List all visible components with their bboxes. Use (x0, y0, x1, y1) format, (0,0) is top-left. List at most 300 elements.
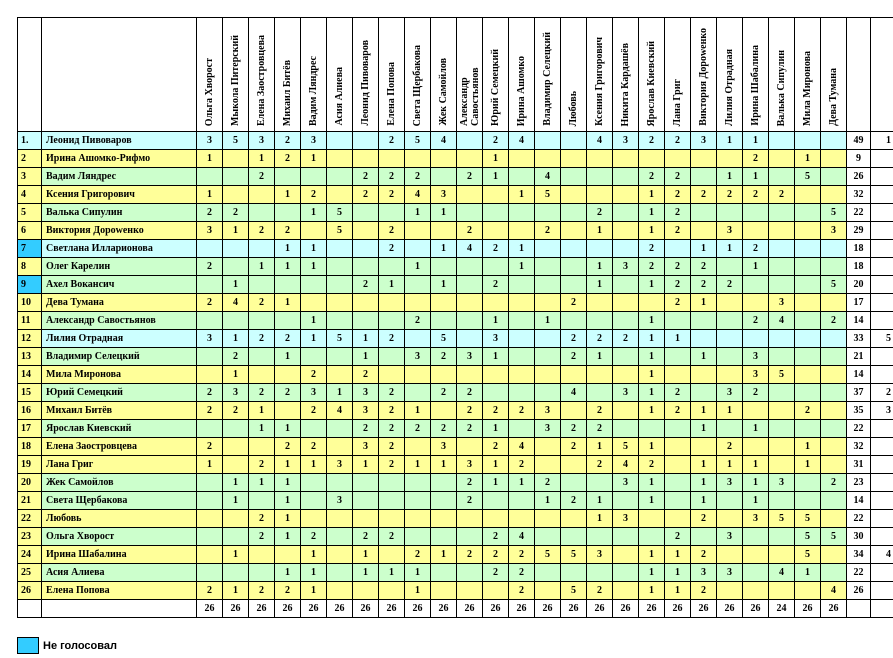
score-cell: 1 (639, 492, 665, 510)
score-cell: 4 (431, 132, 457, 150)
score-cell (561, 528, 587, 546)
score-cell (483, 510, 509, 528)
score-cell: 2 (301, 528, 327, 546)
score-cell: 2 (249, 222, 275, 240)
score-cell: 2 (379, 438, 405, 456)
row-place (871, 492, 893, 510)
score-cell (613, 312, 639, 330)
score-cell: 1 (275, 186, 301, 204)
score-cell: 2 (379, 240, 405, 258)
score-cell: 1 (483, 168, 509, 186)
column-header (301, 18, 327, 132)
table-row (18, 528, 893, 546)
score-cell: 5 (821, 528, 847, 546)
column-header (327, 18, 353, 132)
score-cell (483, 222, 509, 240)
score-cell (613, 168, 639, 186)
score-cell: 3 (223, 384, 249, 402)
column-header-label: Любовь (568, 90, 579, 126)
column-total: 26 (223, 600, 249, 618)
column-total: 26 (665, 600, 691, 618)
column-header-label: Владимир Селецкий (542, 32, 553, 126)
score-cell (275, 276, 301, 294)
score-cell: 2 (665, 294, 691, 312)
score-cell (613, 366, 639, 384)
row-participant-name: Юрий Семецкий (42, 384, 197, 402)
row-number: 21 (18, 492, 42, 510)
score-cell: 2 (405, 168, 431, 186)
score-cell (821, 546, 847, 564)
score-cell (821, 294, 847, 312)
score-cell (457, 258, 483, 276)
score-cell: 1 (249, 420, 275, 438)
score-cell: 2 (249, 582, 275, 600)
score-cell (509, 384, 535, 402)
score-cell (327, 294, 353, 312)
score-cell (249, 276, 275, 294)
column-header-label: Юрий Семецкий (490, 49, 501, 126)
score-cell: 1 (743, 420, 769, 438)
row-number: 22 (18, 510, 42, 528)
score-cell (613, 528, 639, 546)
score-cell: 1 (691, 402, 717, 420)
score-cell: 1 (249, 150, 275, 168)
column-header (249, 18, 275, 132)
score-cell (665, 420, 691, 438)
row-number: 11 (18, 312, 42, 330)
score-cell: 1 (691, 492, 717, 510)
column-header-label: Мила Миронова (802, 51, 813, 126)
score-cell (769, 204, 795, 222)
row-participant-name: Мила Миронова (42, 366, 197, 384)
score-cell: 1 (431, 204, 457, 222)
row-total: 17 (847, 294, 871, 312)
row-number: 5 (18, 204, 42, 222)
score-cell: 2 (561, 294, 587, 312)
row-place (871, 474, 893, 492)
score-cell (353, 510, 379, 528)
column-total: 26 (691, 600, 717, 618)
score-cell: 1 (223, 546, 249, 564)
score-cell: 1 (301, 240, 327, 258)
row-place: 2 (871, 384, 893, 402)
score-cell (197, 366, 223, 384)
score-cell (795, 420, 821, 438)
score-cell (795, 474, 821, 492)
score-cell (275, 402, 301, 420)
score-cell: 1 (301, 258, 327, 276)
column-total: 26 (379, 600, 405, 618)
column-header (483, 18, 509, 132)
score-cell: 2 (587, 582, 613, 600)
score-cell (795, 276, 821, 294)
score-cell: 2 (691, 276, 717, 294)
score-cell: 3 (717, 474, 743, 492)
score-cell (457, 132, 483, 150)
score-cell: 5 (795, 168, 821, 186)
score-cell (639, 420, 665, 438)
column-total: 26 (743, 600, 769, 618)
score-cell: 3 (613, 474, 639, 492)
score-cell: 1 (275, 510, 301, 528)
score-cell: 2 (483, 546, 509, 564)
score-cell (587, 528, 613, 546)
score-cell (405, 150, 431, 168)
score-cell: 2 (821, 474, 847, 492)
score-cell (379, 582, 405, 600)
column-total: 26 (795, 600, 821, 618)
score-cell (587, 186, 613, 204)
score-cell: 2 (587, 204, 613, 222)
score-cell: 1 (743, 258, 769, 276)
score-cell (821, 366, 847, 384)
score-cell: 1 (743, 132, 769, 150)
score-cell (327, 132, 353, 150)
score-cell (665, 150, 691, 168)
score-cell: 5 (769, 510, 795, 528)
column-total: 26 (613, 600, 639, 618)
score-cell: 1 (795, 438, 821, 456)
score-cell (717, 582, 743, 600)
score-cell (561, 456, 587, 474)
score-cell: 1 (639, 438, 665, 456)
score-cell (223, 438, 249, 456)
score-cell: 2 (197, 438, 223, 456)
score-cell: 1 (301, 546, 327, 564)
score-cell (509, 348, 535, 366)
score-cell (249, 204, 275, 222)
score-cell: 2 (639, 258, 665, 276)
row-place (871, 564, 893, 582)
score-cell: 2 (691, 510, 717, 528)
score-cell (405, 474, 431, 492)
score-cell: 1 (717, 132, 743, 150)
score-cell: 1 (223, 492, 249, 510)
score-cell (561, 402, 587, 420)
score-cell (249, 348, 275, 366)
row-total: 37 (847, 384, 871, 402)
score-cell (197, 564, 223, 582)
column-header (197, 18, 223, 132)
row-participant-name: Олег Карелин (42, 258, 197, 276)
score-cell (665, 348, 691, 366)
table-row (18, 348, 893, 366)
column-header (379, 18, 405, 132)
column-total: 26 (639, 600, 665, 618)
score-cell: 1 (795, 150, 821, 168)
score-cell: 4 (223, 294, 249, 312)
score-cell (639, 294, 665, 312)
score-cell (405, 330, 431, 348)
column-total: 26 (509, 600, 535, 618)
row-participant-name: Дева Тумана (42, 294, 197, 312)
row-number: 9 (18, 276, 42, 294)
score-cell (223, 240, 249, 258)
table-row (18, 330, 893, 348)
score-cell (535, 276, 561, 294)
score-cell (327, 240, 353, 258)
score-cell (431, 402, 457, 420)
score-cell (691, 438, 717, 456)
score-cell (431, 150, 457, 168)
score-cell: 1 (249, 258, 275, 276)
score-cell: 2 (431, 348, 457, 366)
score-cell: 3 (353, 384, 379, 402)
score-cell (483, 366, 509, 384)
score-cell: 2 (197, 204, 223, 222)
score-cell (769, 348, 795, 366)
score-cell (613, 492, 639, 510)
score-cell: 3 (613, 132, 639, 150)
row-participant-name: Светлана Илларионова (42, 240, 197, 258)
score-cell (327, 312, 353, 330)
score-cell: 2 (509, 564, 535, 582)
header-name-blank (42, 18, 197, 132)
row-number: 6 (18, 222, 42, 240)
score-cell: 2 (535, 474, 561, 492)
score-cell (483, 258, 509, 276)
score-cell: 1 (665, 582, 691, 600)
score-cell (301, 294, 327, 312)
score-cell: 2 (249, 168, 275, 186)
score-cell (691, 222, 717, 240)
score-cell: 2 (457, 168, 483, 186)
score-cell (769, 420, 795, 438)
score-cell: 3 (327, 456, 353, 474)
score-cell: 1 (483, 312, 509, 330)
score-cell: 5 (821, 204, 847, 222)
column-header-label: Ксения Григорович (594, 37, 605, 126)
row-total: 21 (847, 348, 871, 366)
row-total: 32 (847, 438, 871, 456)
score-cell: 2 (717, 186, 743, 204)
score-cell (743, 222, 769, 240)
legend-swatch-not-voted (17, 637, 39, 654)
score-cell: 4 (457, 240, 483, 258)
column-header (275, 18, 301, 132)
score-cell: 5 (327, 330, 353, 348)
column-header (795, 18, 821, 132)
score-cell: 1 (639, 546, 665, 564)
score-cell (327, 366, 353, 384)
score-cell (769, 132, 795, 150)
score-cell (821, 348, 847, 366)
table-row (18, 474, 893, 492)
score-cell: 2 (483, 564, 509, 582)
score-cell (587, 150, 613, 168)
score-cell (457, 330, 483, 348)
score-cell (197, 240, 223, 258)
score-cell: 2 (457, 222, 483, 240)
score-cell (665, 510, 691, 528)
score-cell: 1 (639, 276, 665, 294)
score-cell (249, 240, 275, 258)
score-cell: 1 (405, 456, 431, 474)
score-cell: 2 (639, 168, 665, 186)
score-cell (561, 474, 587, 492)
score-cell (301, 168, 327, 186)
score-cell: 2 (249, 528, 275, 546)
table-row (18, 240, 893, 258)
score-cell: 1 (431, 276, 457, 294)
score-cell (275, 546, 301, 564)
column-totals-row (18, 600, 893, 618)
row-participant-name: Ирина Ашомко-Рифмо (42, 150, 197, 168)
score-cell: 1 (639, 330, 665, 348)
column-total: 26 (405, 600, 431, 618)
score-cell: 5 (613, 438, 639, 456)
score-cell: 1 (301, 150, 327, 168)
score-cell: 1 (275, 456, 301, 474)
row-total: 30 (847, 528, 871, 546)
score-cell: 5 (795, 510, 821, 528)
score-cell (197, 312, 223, 330)
score-cell: 2 (353, 276, 379, 294)
score-cell (223, 456, 249, 474)
score-cell: 1 (665, 330, 691, 348)
score-cell: 1 (379, 276, 405, 294)
score-cell (197, 168, 223, 186)
score-cell: 2 (743, 384, 769, 402)
score-cell (743, 528, 769, 546)
score-cell: 5 (795, 546, 821, 564)
score-cell: 2 (379, 168, 405, 186)
score-cell: 2 (743, 312, 769, 330)
score-cell: 4 (509, 438, 535, 456)
score-cell (353, 132, 379, 150)
row-number: 20 (18, 474, 42, 492)
score-cell (249, 366, 275, 384)
score-cell (353, 312, 379, 330)
score-cell (587, 474, 613, 492)
row-participant-name: Любовь (42, 510, 197, 528)
score-cell: 1 (639, 348, 665, 366)
score-cell (561, 240, 587, 258)
score-cell: 2 (353, 186, 379, 204)
score-cell (197, 276, 223, 294)
score-cell (197, 492, 223, 510)
score-cell: 2 (379, 456, 405, 474)
score-cell: 1 (639, 564, 665, 582)
score-cell: 3 (717, 564, 743, 582)
row-total: 22 (847, 420, 871, 438)
row-number: 19 (18, 456, 42, 474)
score-cell: 1 (743, 456, 769, 474)
score-cell: 2 (561, 420, 587, 438)
score-cell (613, 150, 639, 168)
score-cell: 2 (561, 348, 587, 366)
score-cell (535, 582, 561, 600)
score-cell: 2 (509, 546, 535, 564)
score-cell (587, 294, 613, 312)
score-cell (431, 528, 457, 546)
score-cell: 1 (483, 150, 509, 168)
score-cell (197, 528, 223, 546)
score-cell: 2 (249, 384, 275, 402)
score-cell: 2 (249, 510, 275, 528)
score-cell: 3 (613, 258, 639, 276)
row-place (871, 240, 893, 258)
row-total: 18 (847, 240, 871, 258)
score-cell (795, 222, 821, 240)
score-cell (327, 348, 353, 366)
score-cell: 2 (509, 402, 535, 420)
score-cell: 2 (197, 582, 223, 600)
score-cell: 1 (353, 564, 379, 582)
score-cell: 3 (769, 474, 795, 492)
score-cell (691, 312, 717, 330)
column-header-label: Лана Григ (672, 78, 683, 126)
score-cell: 1 (509, 258, 535, 276)
score-cell: 2 (639, 240, 665, 258)
score-cell: 3 (743, 510, 769, 528)
score-cell (639, 528, 665, 546)
score-cell: 2 (483, 528, 509, 546)
score-cell: 4 (587, 132, 613, 150)
score-cell (821, 420, 847, 438)
row-total: 20 (847, 276, 871, 294)
score-cell (665, 492, 691, 510)
score-cell: 4 (769, 312, 795, 330)
score-cell (795, 330, 821, 348)
score-cell: 1 (795, 456, 821, 474)
score-cell: 1 (223, 276, 249, 294)
score-cell (769, 528, 795, 546)
score-cell (535, 564, 561, 582)
score-cell: 1 (535, 492, 561, 510)
score-cell (223, 258, 249, 276)
score-cell: 1 (509, 186, 535, 204)
score-cell: 3 (613, 510, 639, 528)
score-cell (535, 150, 561, 168)
score-cell: 2 (405, 420, 431, 438)
table-row (18, 456, 893, 474)
score-cell (587, 384, 613, 402)
score-cell (509, 294, 535, 312)
row-participant-name: Жек Самойлов (42, 474, 197, 492)
score-cell: 4 (535, 168, 561, 186)
score-cell (509, 168, 535, 186)
row-number: 2 (18, 150, 42, 168)
row-place: 5 (871, 330, 893, 348)
score-cell (587, 168, 613, 186)
score-cell (509, 204, 535, 222)
score-cell: 2 (457, 384, 483, 402)
score-cell: 1 (197, 186, 223, 204)
score-cell: 1 (223, 330, 249, 348)
table-row (18, 132, 893, 150)
score-cell: 1 (431, 546, 457, 564)
score-cell: 2 (665, 168, 691, 186)
score-cell: 1 (301, 312, 327, 330)
score-cell (535, 132, 561, 150)
table-row (18, 276, 893, 294)
score-cell (379, 546, 405, 564)
score-cell (613, 222, 639, 240)
score-cell (639, 150, 665, 168)
score-cell: 3 (769, 294, 795, 312)
score-cell: 2 (457, 402, 483, 420)
row-total: 35 (847, 402, 871, 420)
column-header-label: Валька Сипулин (776, 49, 787, 126)
score-cell (327, 150, 353, 168)
score-cell: 1 (275, 258, 301, 276)
score-cell: 1 (639, 186, 665, 204)
score-cell (431, 510, 457, 528)
score-cell: 1 (353, 456, 379, 474)
score-cell: 1 (639, 222, 665, 240)
score-cell: 2 (197, 258, 223, 276)
